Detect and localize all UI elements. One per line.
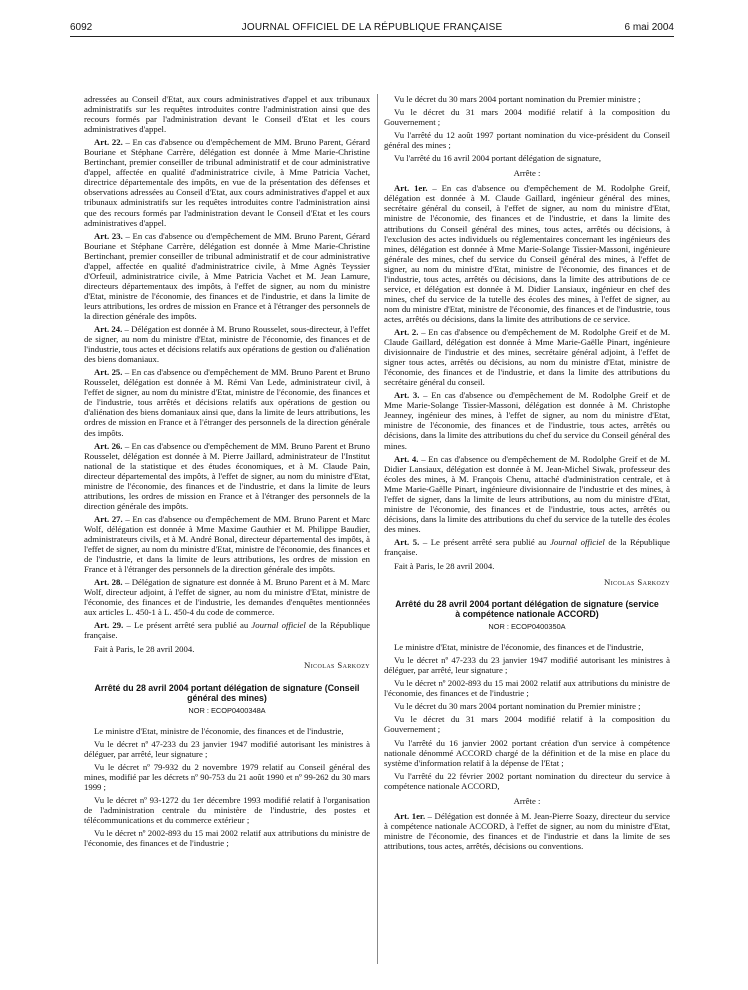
article-label: Art. 2. bbox=[394, 326, 419, 337]
article-label: Art. 22. bbox=[94, 137, 123, 148]
article-2 bbox=[384, 327, 670, 387]
article-text: – En cas d'absence ou d'empêchement de M. Rodolphe Greif, délégation est donnée à M. Claude Gaillard, ingénieur général des mines, secrétaire général du conseil, à l'effet de signer, au nom du ministre d'Etat, ministre de l'économie, des finances et de l'industrie, et dans la limite des attributions du Conseil général des mines, tous actes, arrêtés ou décisions, à l'exclusion des actes individuels ou réglementaires concernant les ingénieurs des mines, délégation est donnée à Mme Marie-Solange Tissier-Massoni, ingénieure générale des mines, chef du service du Conseil général des mines, à l'effet de signer, au nom du ministre d'Etat, ministre de l'économie, des finances et de l'industrie, tous actes, arrêtés ou décisions, dans la limite des attributions de ce service, et délégation est donnée à M. Didier Lansiaux, ingénieur en chef des mines, chef du service de la tutelle des écoles des mines, à l'effet de signer, au nom du ministre d'Etat, ministre de l'économie, des finances et de l'industrie, tous actes, arrêtés ou décisions, dans la limite des attributions de ce service. bbox=[384, 183, 670, 324]
nor-reference: NOR : ECOP0400348A bbox=[188, 705, 266, 715]
decree-paragraph: Le ministre d'Etat, ministre de l'économie, des finances et de l'industrie, bbox=[94, 725, 344, 736]
vu-paragraph: Vu l'arrêté du 12 août 1997 portant nomination du vice-président du Conseil général des mines ; bbox=[384, 130, 670, 151]
article-text: – En cas d'absence ou d'empêchement de MM. Bruno Parent et Bruno Rousselet, délégation est donnée à M. Pierre Jaillard, administrateur de l'Institut national de la statistique et des études économiques, et à M. Claude Pain, directeur départemental des impôts, à l'effet de signer, au nom du ministre d'Etat, ministre de l'économie, des finances et de l'industrie, et dans la limite de leurs attributions, les ordres de mission en France et à l'étranger des personnels de la direction générale des impôts. bbox=[84, 440, 370, 511]
article-label: Art. 24. bbox=[94, 324, 123, 335]
decree-paragraph: Vu le décret nº 2002-893 du 15 mai 2002 relatif aux attributions du ministre de l'économie, des finances et de l'industrie ; bbox=[384, 678, 670, 699]
decree-paragraph: Vu l'arrêté du 16 janvier 2002 portant création d'un service à compétence nationale dénommé ACCORD chargé de la définition et de la mise en place du système d'information relatif à la dépense de l'Etat ; bbox=[384, 737, 670, 768]
article-label: Art. 28. bbox=[94, 577, 123, 588]
article-3 bbox=[384, 390, 670, 450]
column-divider bbox=[377, 94, 378, 964]
article-text: – En cas d'absence ou d'empêchement de MM. Bruno Parent et Marc Wolf, délégation est donnée à Mme Maxime Gauthier et M. Philippe Baudier, administrateurs civils, et à M. André Bonal, directeur départemental des impôts, à l'effet de signer, au nom du ministre d'Etat, ministre de l'économie, des finances et de l'industrie, et dans la limite de leurs attributions, les ordres de mission en France et à l'étranger des personnels de la direction générale des impôts. bbox=[84, 513, 371, 575]
article-text: – En cas d'absence ou d'empêchement de M. Rodolphe Greif et de M. Didier Lansiaux, délégation est donnée à M. Jean-Michel Siwak, professeur des écoles des mines, à M. François Chenu, attaché d'administration centrale, et à Mme Marie-Gaëlle Pinart, ingénieure divisionnaire de l'industrie et des mines, à l'effet de signer, dans la limite de leurs attributions, au nom du ministre d'Etat, ministre de l'économie, des finances et de l'industrie, tous actes, arrêtés ou décisions, dans la limite des attributions du chef du service de la tutelle des écoles des mines. bbox=[384, 453, 670, 534]
article-label: Art. 1er. bbox=[394, 183, 428, 194]
vu-paragraph: Vu le décret du 31 mars 2004 modifié relatif à la composition du Gouvernement ; bbox=[384, 107, 670, 128]
issue-date: 6 mai 2004 bbox=[624, 22, 674, 33]
article-22 bbox=[84, 137, 370, 227]
arrete-label: Arrête : bbox=[513, 795, 541, 806]
article-1 bbox=[384, 811, 670, 851]
done-at: Fait à Paris, le 28 avril 2004. bbox=[394, 561, 495, 572]
article-text: – Délégation est donnée à M. Jean-Pierre Soazy, directeur du service à compétence nationale ACCORD, à l'effet de signer, au nom du ministre d'Etat, ministre de l'économie, des finances et de l'industrie et dans la limite de ses attributions, tous actes, arrêtés, décisions ou conventions. bbox=[384, 810, 670, 851]
decree-paragraph: Le ministre d'Etat, ministre de l'économie, des finances et de l'industrie, bbox=[394, 642, 644, 653]
article-text: – En cas d'absence ou d'empêchement de MM. Bruno Parent, Gérard Bouriane et Stéphane Carrère, délégation est donnée à Mme Marie-Christine Bertinchant, premier conseiller de tribunal administratif et de cour administrative d'appel, affectée en qualité d'administratrice civile, à Mme Agnès Teyssier d'Orfeuil, administratrice civile, à Mme Patricia Vachet et M. Jean Lamure, directeurs départementaux des impôts, à l'effet de signer, au nom du ministre d'Etat, ministre de l'économie, des finances et de l'industrie, et dans la limite de leurs attributions, les ordres de mission en France et à l'étranger des personnels de la direction générale des impôts. bbox=[84, 230, 370, 321]
intro-paragraph: adressées au Conseil d'Etat, aux cours administratives d'appel et aux tribunaux administratifs sur les requêtes introduites contre l'administration ainsi que des recours formés par l'administration devant le Conseil d'Etat et les cours administratives d'appel. bbox=[84, 94, 370, 135]
article-label: Art. 4. bbox=[394, 453, 419, 464]
article-1 bbox=[384, 183, 670, 324]
article-label: Art. 25. bbox=[94, 367, 123, 378]
article-label: Art. 29. bbox=[94, 620, 124, 631]
article-label: Art. 1er. bbox=[394, 810, 426, 821]
article-text: – Délégation est donnée à M. Bruno Rousselet, sous-directeur, à l'effet de signer, au nom du ministre d'Etat, ministre de l'économie, des finances et de l'industrie, tous actes et décisions relatifs aux opérations de gestion ou d'aliénation des biens domaniaux. bbox=[84, 324, 370, 365]
done-at: Fait à Paris, le 28 avril 2004. bbox=[94, 644, 195, 655]
article-4 bbox=[384, 454, 670, 534]
decree-paragraph: Vu le décret nº 79-932 du 2 novembre 1979 relatif au Conseil général des mines, modifié par les décrets nº 90-753 du 21 août 1990 et nº 99-262 du 30 mars 1999 ; bbox=[84, 761, 370, 792]
article-text: – En cas d'absence ou d'empêchement de M. Rodolphe Greif et de M. Claude Gaillard, délégation est donnée à Mme Marie-Gaëlle Pinart, ingénieure divisionnaire de l'industrie et des mines, secrétaire général adjoint, à l'effet de signer tous actes, arrêtés ou décisions, au nom du ministre d'Etat, ministre de l'économie, des finances et de l'industrie, et dans la limite des attributions du secrétaire général du conseil. bbox=[384, 326, 670, 388]
decree-title: Arrêté du 28 avril 2004 portant délégation de signature (Conseil général des mines) bbox=[94, 682, 360, 703]
journal-name: Journal officiel bbox=[251, 620, 306, 631]
arrete-label: Arrête : bbox=[513, 168, 541, 179]
article-25 bbox=[84, 367, 370, 437]
signature: Nicolas Sarkozy bbox=[604, 577, 670, 588]
article-text: – Délégation de signature est donnée à M. Bruno Parent et à M. Marc Wolf, directeur adjoint, à l'effet de signer, au nom du ministre d'Etat, ministre de l'économie, des finances et de l'industrie, les demandes d'enquêtes mentionnées aux articles L. 450-1 à L. 450-4 du code de commerce. bbox=[84, 577, 370, 618]
decree-paragraph: Vu le décret du 31 mars 2004 modifié relatif à la composition du Gouvernement ; bbox=[384, 714, 670, 735]
decree-paragraph: Vu le décret du 30 mars 2004 portant nomination du Premier ministre ; bbox=[394, 701, 641, 712]
decree-paragraph: Vu l'arrêté du 22 février 2002 portant nomination du directeur du service à compétence nationale ACCORD, bbox=[384, 770, 670, 791]
article-24 bbox=[84, 324, 370, 364]
nor-reference: NOR : ECOP0400350A bbox=[488, 622, 566, 632]
decree-paragraph: Vu le décret nº 47-233 du 23 janvier 1947 modifié autorisant les ministres à déléguer, par arrêté, leur signature ; bbox=[84, 738, 370, 759]
article-label: Art. 23. bbox=[94, 230, 123, 241]
decree-paragraph: Vu le décret nº 2002-893 du 15 mai 2002 relatif aux attributions du ministre de l'économie, des finances et de l'industrie ; bbox=[84, 828, 370, 849]
article-text: – En cas d'absence ou d'empêchement de MM. Bruno Parent, Gérard Bouriane et Stéphane Carrère, délégation est donnée à Mme Marie-Christine Bertinchant, premier conseiller de tribunal administratif et de cour administrative d'appel, affectée en qualité d'administratrice civile, à Mme Patricia Vachet, directrice départementale des impôts, en vue de la présentation des défenses et observations adressées au Conseil d'Etat, aux cours administratives d'appel et aux tribunaux administratifs sur les requêtes introduites contre l'administration ainsi que des recours formés par l'administration devant le Conseil d'Etat et les cours administratives d'appel. bbox=[84, 137, 370, 228]
article-label: Art. 5. bbox=[394, 536, 420, 547]
article-label: Art. 3. bbox=[394, 390, 420, 401]
journal-name: Journal officiel bbox=[550, 536, 605, 547]
journal-title: JOURNAL OFFICIEL DE LA RÉPUBLIQUE FRANÇAISE bbox=[241, 22, 503, 33]
article-text: – En cas d'absence ou d'empêchement de M. Rodolphe Greif et de Mme Marie-Solange Tissier-Massoni, délégation est donnée à M. Christophe Jeanney, ingénieur des mines, à l'effet de signer, au nom du ministre d'Etat, ministre de l'économie, des finances et de l'industrie, tous actes, arrêtés ou décisions, dans la limite des attributions du chef du service du Conseil général des mines. bbox=[384, 390, 670, 451]
article-label: Art. 26. bbox=[94, 440, 123, 451]
article-label: Art. 27. bbox=[94, 513, 123, 524]
page-number: 6092 bbox=[70, 22, 93, 33]
vu-paragraph: Vu l'arrêté du 16 avril 2004 portant délégation de signature, bbox=[394, 153, 602, 164]
right-column bbox=[384, 94, 670, 854]
decree-paragraph: Vu le décret nº 47-233 du 23 janvier 1947 modifié autorisant les ministres à déléguer, par arrêté, leur signature ; bbox=[384, 655, 670, 676]
article-28 bbox=[84, 577, 370, 617]
article-text: – En cas d'absence ou d'empêchement de MM. Bruno Parent et Bruno Rousselet, délégation est donnée à M. Rémi Van Lede, administrateur civil, à l'effet de signer, au nom du ministre d'Etat, ministre de l'économie, des finances et de l'industrie, tous arrêtés et décisions relatifs aux opérations de gestion ou d'aliénation des biens domaniaux ainsi que, dans la limite de leurs attributions, les ordres de mission en France et à l'étranger des personnels de la direction générale des impôts. bbox=[84, 367, 370, 438]
vu-paragraph: Vu le décret du 30 mars 2004 portant nomination du Premier ministre ; bbox=[394, 94, 641, 104]
article-23 bbox=[84, 231, 370, 321]
signature: Nicolas Sarkozy bbox=[304, 660, 370, 671]
article-26 bbox=[84, 441, 370, 511]
decree-title: Arrêté du 28 avril 2004 portant délégation de signature (service à compétence nationale ACCORD) bbox=[395, 599, 659, 620]
article-29: Art. 29. – Le présent arrêté sera publié au Journal officiel de la République française. bbox=[84, 620, 371, 641]
header-rule bbox=[70, 36, 674, 37]
article-27 bbox=[84, 514, 370, 574]
decree-paragraph: Vu le décret nº 93-1272 du 1er décembre 1993 modifié relatif à l'organisation de l'administration centrale du ministère de l'industrie, des postes et télécommunications et du commerce extérieur ; bbox=[84, 794, 370, 825]
article-5: Art. 5. – Le présent arrêté sera publié au Journal officiel de la République française. bbox=[384, 536, 670, 557]
left-column bbox=[84, 94, 370, 851]
